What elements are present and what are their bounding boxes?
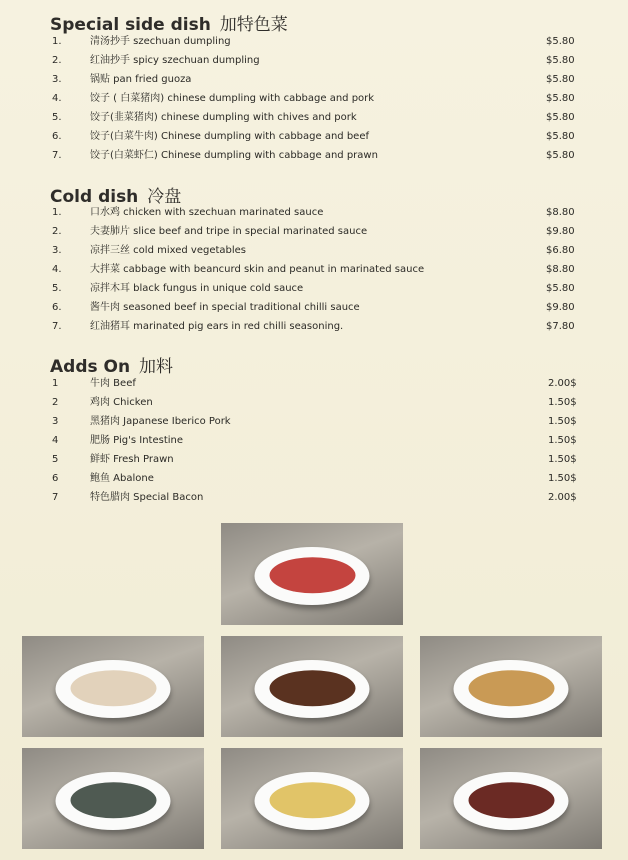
bacon-photo	[420, 748, 602, 849]
menu-item-row	[0, 450, 628, 469]
menu-item-price: 1.50$	[548, 435, 577, 446]
menu-item-price: $7.80	[546, 321, 575, 332]
food-prawn	[70, 782, 156, 818]
menu-item-name: 鸡肉 Chicken	[90, 397, 153, 408]
menu-item-name: 口水鸡 chicken with szechuan marinated sauce	[90, 207, 324, 218]
menu-item-name: 夫妻肺片 slice beef and tripe in special marinated sauce	[90, 226, 368, 237]
intestine-photo	[420, 636, 602, 737]
menu-item-num: 6.	[52, 131, 62, 142]
menu-item-row	[0, 203, 628, 222]
menu-item-name: 特色腊肉 Special Bacon	[90, 492, 204, 503]
menu-item-row	[0, 279, 628, 298]
beef-slices-photo	[221, 523, 403, 625]
menu-item-price: $5.80	[546, 112, 575, 123]
menu-item-name: 酱牛肉 seasoned beef in special traditional chilli sauce	[90, 302, 360, 313]
menu-item-price: 1.50$	[548, 397, 577, 408]
menu-item-num: 2.	[52, 226, 62, 237]
menu-item-price: $8.80	[546, 264, 575, 275]
menu-item-name: 饺子(韭菜猪肉) chinese dumpling with chives and pork	[90, 112, 357, 123]
menu-item-num: 4	[52, 435, 59, 446]
menu-item-name: 饺子(白菜虾仁) Chinese dumpling with cabbage and prawn	[90, 150, 378, 161]
section-title-en: Cold dish	[50, 187, 139, 207]
menu-item-row	[0, 393, 628, 412]
menu-item-name: 清汤抄手 szechuan dumpling	[90, 36, 231, 47]
menu-item-name: 鲜虾 Fresh Prawn	[90, 454, 174, 465]
menu-item-num: 6.	[52, 302, 62, 313]
menu-item-row	[0, 127, 628, 146]
menu-item-row	[0, 412, 628, 431]
menu-item-num: 4.	[52, 93, 62, 104]
menu-item-row	[0, 146, 628, 165]
menu-item-name: 牛肉 Beef	[90, 378, 136, 389]
menu-item-name: 鲍鱼 Abalone	[90, 473, 154, 484]
menu-item-num: 3	[52, 416, 59, 427]
menu-item-row	[0, 317, 628, 336]
menu-item-row	[0, 469, 628, 488]
menu-item-price: 1.50$	[548, 416, 577, 427]
menu-item-price: $9.80	[546, 226, 575, 237]
menu-item-name: 红油猪耳 marinated pig ears in red chilli seasoning.	[90, 321, 344, 332]
section-title-zh: 冷盘	[147, 187, 182, 207]
menu-item-row	[0, 260, 628, 279]
menu-item-row	[0, 32, 628, 51]
menu-item-price: $5.80	[546, 131, 575, 142]
menu-item-num: 5.	[52, 283, 62, 294]
menu-item-row	[0, 51, 628, 70]
food-chicken	[70, 670, 156, 706]
menu-item-name: 饺子(白菜牛肉) Chinese dumpling with cabbage and beef	[90, 131, 369, 142]
menu-item-num: 7.	[52, 321, 62, 332]
menu-item-num: 2	[52, 397, 59, 408]
menu-item-name: 黑猪肉 Japanese Iberico Pork	[90, 416, 231, 427]
menu-item-name: 锅贴 pan fried guoza	[90, 74, 192, 85]
menu-item-name: 饺子 ( 白菜猪肉) chinese dumpling with cabbage and pork	[90, 93, 375, 104]
menu-item-num: 1.	[52, 36, 62, 47]
menu-item-name: 红油抄手 spicy szechuan dumpling	[90, 55, 260, 66]
menu-item-name: 凉拌木耳 black fungus in unique cold sauce	[90, 283, 304, 294]
menu-item-row	[0, 241, 628, 260]
menu-item-num: 4.	[52, 264, 62, 275]
abalone-photo	[221, 748, 403, 849]
menu-item-price: $5.80	[546, 74, 575, 85]
food-pork	[269, 670, 355, 706]
food-beef-slices	[269, 557, 355, 593]
menu-item-num: 3.	[52, 74, 62, 85]
menu-item-row	[0, 222, 628, 241]
section-title-zh: 加特色菜	[219, 15, 288, 35]
menu-item-name: 肥肠 Pig's Intestine	[90, 435, 184, 446]
menu-item-price: 1.50$	[548, 454, 577, 465]
menu-item-row	[0, 298, 628, 317]
menu-item-row	[0, 89, 628, 108]
menu-item-num: 2.	[52, 55, 62, 66]
menu-item-price: 2.00$	[548, 378, 577, 389]
section-title-en: Special side dish	[50, 15, 211, 35]
menu-item-num: 7	[52, 492, 59, 503]
food-abalone	[269, 782, 355, 818]
pork-photo	[221, 636, 403, 737]
menu-item-num: 1	[52, 378, 59, 389]
menu-item-price: $5.80	[546, 55, 575, 66]
menu-item-price: $8.80	[546, 207, 575, 218]
menu-item-row	[0, 488, 628, 507]
menu-item-num: 3.	[52, 245, 62, 256]
prawn-photo	[22, 748, 204, 849]
menu-item-row	[0, 431, 628, 450]
menu-item-row	[0, 70, 628, 89]
menu-item-price: $5.80	[546, 36, 575, 47]
menu-item-row	[0, 108, 628, 127]
menu-item-price: $5.80	[546, 150, 575, 161]
menu-item-price: 1.50$	[548, 473, 577, 484]
menu-item-price: $5.80	[546, 93, 575, 104]
menu-item-price: $6.80	[546, 245, 575, 256]
menu-item-num: 5	[52, 454, 59, 465]
menu-item-num: 5.	[52, 112, 62, 123]
menu-item-name: 凉拌三丝 cold mixed vegetables	[90, 245, 247, 256]
food-intestine	[468, 670, 554, 706]
menu-item-name: 大拌菜 cabbage with beancurd skin and peanut in marinated sauce	[90, 264, 425, 275]
menu-item-num: 7.	[52, 150, 62, 161]
menu-item-price: $5.80	[546, 283, 575, 294]
section-title-zh: 加料	[139, 357, 174, 377]
section-title-en: Adds On	[50, 357, 131, 377]
menu-item-num: 1.	[52, 207, 62, 218]
chicken-photo	[22, 636, 204, 737]
menu-item-row	[0, 374, 628, 393]
menu-item-price: $9.80	[546, 302, 575, 313]
menu-item-num: 6	[52, 473, 59, 484]
food-bacon	[468, 782, 554, 818]
menu-item-price: 2.00$	[548, 492, 577, 503]
